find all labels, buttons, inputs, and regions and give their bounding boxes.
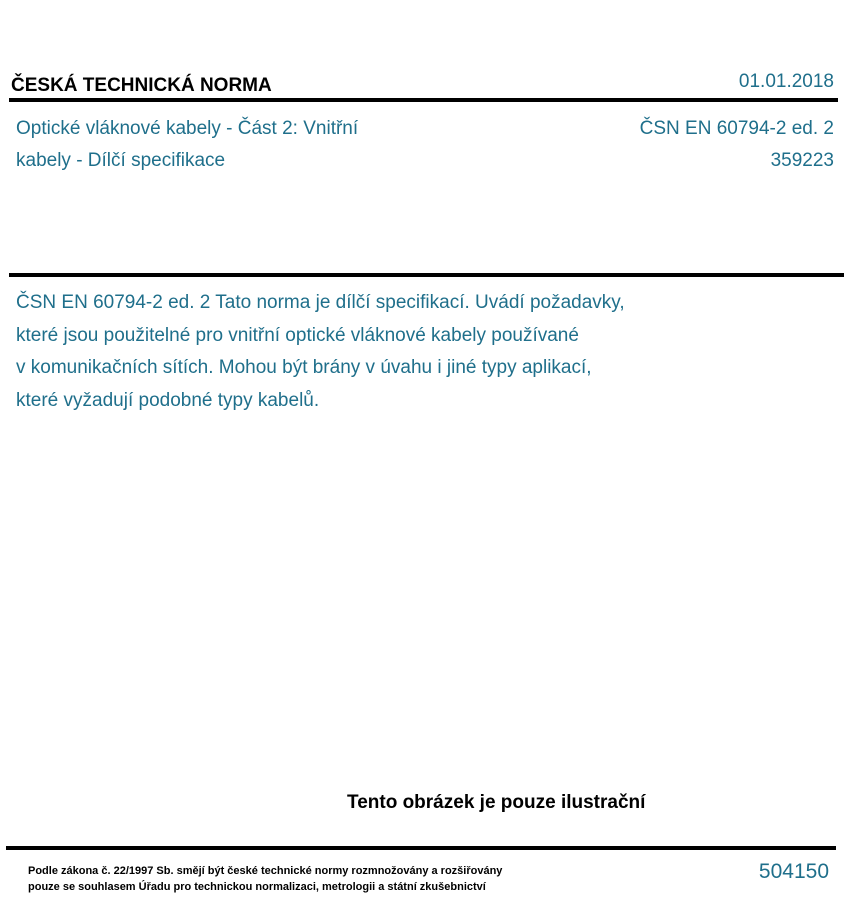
copyright-line: Podle zákona č. 22/1997 Sb. smějí být české technické normy rozmnožovány a rozšiřovány (28, 865, 503, 877)
abstract-line: v komunikačních sítích. Mohou být brány v úvahu i jiné typy aplikací, (16, 357, 592, 378)
illustration-note: Tento obrázek je pouze ilustrační (347, 792, 646, 813)
classification-number: 359223 (770, 150, 834, 171)
standard-title-line-1: Optické vláknové kabely - Část 2: Vnitřní (16, 118, 359, 139)
publication-date: 01.01.2018 (738, 71, 834, 92)
standard-type-heading: ČESKÁ TECHNICKÁ NORMA (11, 75, 272, 96)
section-divider (9, 273, 844, 277)
copyright-notice (28, 863, 502, 895)
abstract-line: ČSN EN 60794-2 ed. 2 Tato norma je dílčí specifikací. Uvádí požadavky, (16, 292, 625, 313)
abstract-text (16, 287, 736, 417)
abstract-line: které jsou použitelné pro vnitřní optické vláknové kabely používané (16, 324, 579, 346)
header-divider (9, 98, 838, 102)
catalog-number: 504150 (758, 860, 829, 883)
abstract-line: které vyžadují podobné typy kabelů. (16, 389, 320, 411)
standard-designation: ČSN EN 60794-2 ed. 2 (639, 118, 834, 139)
footer-divider (6, 846, 836, 850)
standard-title-line-2: kabely - Dílčí specifikace (16, 150, 226, 171)
copyright-line: pouze se souhlasem Úřadu pro technickou normalizaci, metrologii a státní zkušebnictví (28, 881, 486, 893)
